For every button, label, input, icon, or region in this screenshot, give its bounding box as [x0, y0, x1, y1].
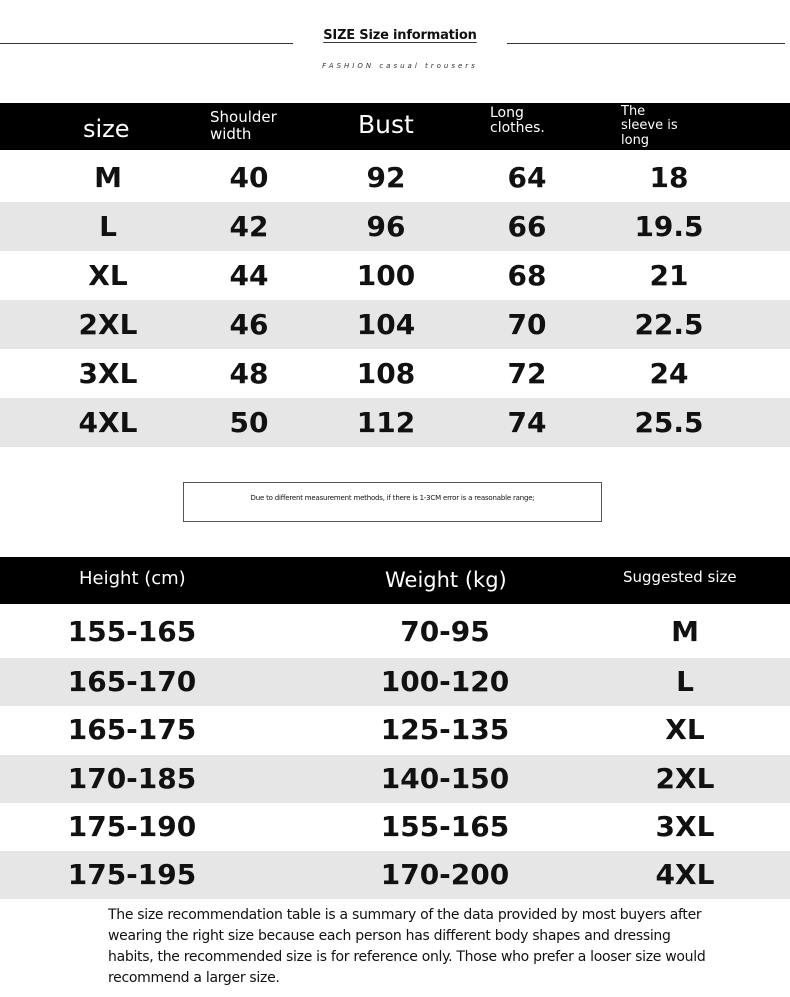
sleeve-cell: 19.5 [634, 210, 704, 243]
weight-cell: 155-165 [380, 810, 510, 843]
sleeve-cell: 18 [649, 161, 689, 194]
suggested-size-cell: 3XL [655, 810, 715, 843]
table-row [0, 706, 790, 754]
length-cell: 70 [507, 308, 547, 341]
length-cell: 74 [507, 406, 547, 439]
shoulder-cell: 44 [229, 259, 269, 292]
weight-cell: 100-120 [380, 665, 510, 698]
height-cell: 170-185 [67, 762, 197, 795]
col-header-length: Long clothes. [490, 105, 545, 137]
col-header-height: Height (cm) [79, 568, 186, 589]
title-divider-right [507, 43, 785, 44]
table-row [0, 398, 790, 447]
bust-cell: 104 [356, 308, 416, 341]
table-row [0, 755, 790, 803]
weight-cell: 170-200 [380, 858, 510, 891]
length-cell: 66 [507, 210, 547, 243]
sleeve-cell: 25.5 [634, 406, 704, 439]
height-cell: 175-195 [67, 858, 197, 891]
table-row [0, 803, 790, 851]
shoulder-cell: 48 [229, 357, 269, 390]
recommendation-table-header [0, 557, 790, 604]
bust-cell: 108 [356, 357, 416, 390]
size-cell: 4XL [78, 406, 138, 439]
measurement-error-note: Due to different measurement methods, if there is 1-3CM error is a reasonable range; [183, 482, 602, 522]
table-row [0, 300, 790, 349]
table-row [0, 851, 790, 899]
col-header-suggested-size: Suggested size [623, 568, 737, 586]
col-header-size: size [83, 115, 130, 143]
size-cell: 2XL [78, 308, 138, 341]
length-cell: 68 [507, 259, 547, 292]
bust-cell: 100 [356, 259, 416, 292]
col-header-weight: Weight (kg) [385, 568, 507, 592]
shoulder-cell: 46 [229, 308, 269, 341]
size-cell: 3XL [78, 357, 138, 390]
table-row [0, 349, 790, 398]
table-row [0, 608, 790, 656]
size-cell: L [99, 210, 117, 243]
shoulder-cell: 50 [229, 406, 269, 439]
weight-cell: 125-135 [380, 713, 510, 746]
suggested-size-cell: 4XL [655, 858, 715, 891]
bust-cell: 92 [366, 161, 406, 194]
col-header-bust: Bust [358, 110, 414, 139]
suggested-size-cell: M [671, 615, 699, 648]
suggested-size-cell: 2XL [655, 762, 715, 795]
col-header-sleeve: The sleeve is long [621, 104, 678, 148]
sleeve-cell: 24 [649, 357, 689, 390]
length-cell: 72 [507, 357, 547, 390]
table-row [0, 251, 790, 300]
bust-cell: 112 [356, 406, 416, 439]
height-cell: 165-170 [67, 665, 197, 698]
suggested-size-cell: L [676, 665, 694, 698]
suggested-size-cell: XL [665, 713, 705, 746]
size-cell: XL [88, 259, 128, 292]
col-header-shoulder: Shoulder width [210, 108, 277, 143]
length-cell: 64 [507, 161, 547, 194]
shoulder-cell: 40 [229, 161, 269, 194]
table-row [0, 153, 790, 202]
measurement-table-header [0, 103, 790, 150]
size-cell: M [94, 161, 122, 194]
sleeve-cell: 22.5 [634, 308, 704, 341]
weight-cell: 70-95 [400, 615, 490, 648]
height-cell: 165-175 [67, 713, 197, 746]
weight-cell: 140-150 [380, 762, 510, 795]
shoulder-cell: 42 [229, 210, 269, 243]
title-section [0, 22, 790, 82]
size-recommendation-disclaimer: The size recommendation table is a summary of the data provided by most buyers after wearing the right size because each person has different body shapes and dressing habits, the recommended size is for reference only. Those who prefer a looser size would recommend a larger size. [108, 907, 706, 986]
page-subtitle: FASHION casual trousers [322, 62, 478, 70]
height-cell: 175-190 [67, 810, 197, 843]
title-divider-left [0, 43, 293, 44]
table-row [0, 202, 790, 251]
bust-cell: 96 [366, 210, 406, 243]
page-title: SIZE Size information [323, 28, 477, 43]
table-row [0, 658, 790, 706]
height-cell: 155-165 [67, 615, 197, 648]
sleeve-cell: 21 [649, 259, 689, 292]
